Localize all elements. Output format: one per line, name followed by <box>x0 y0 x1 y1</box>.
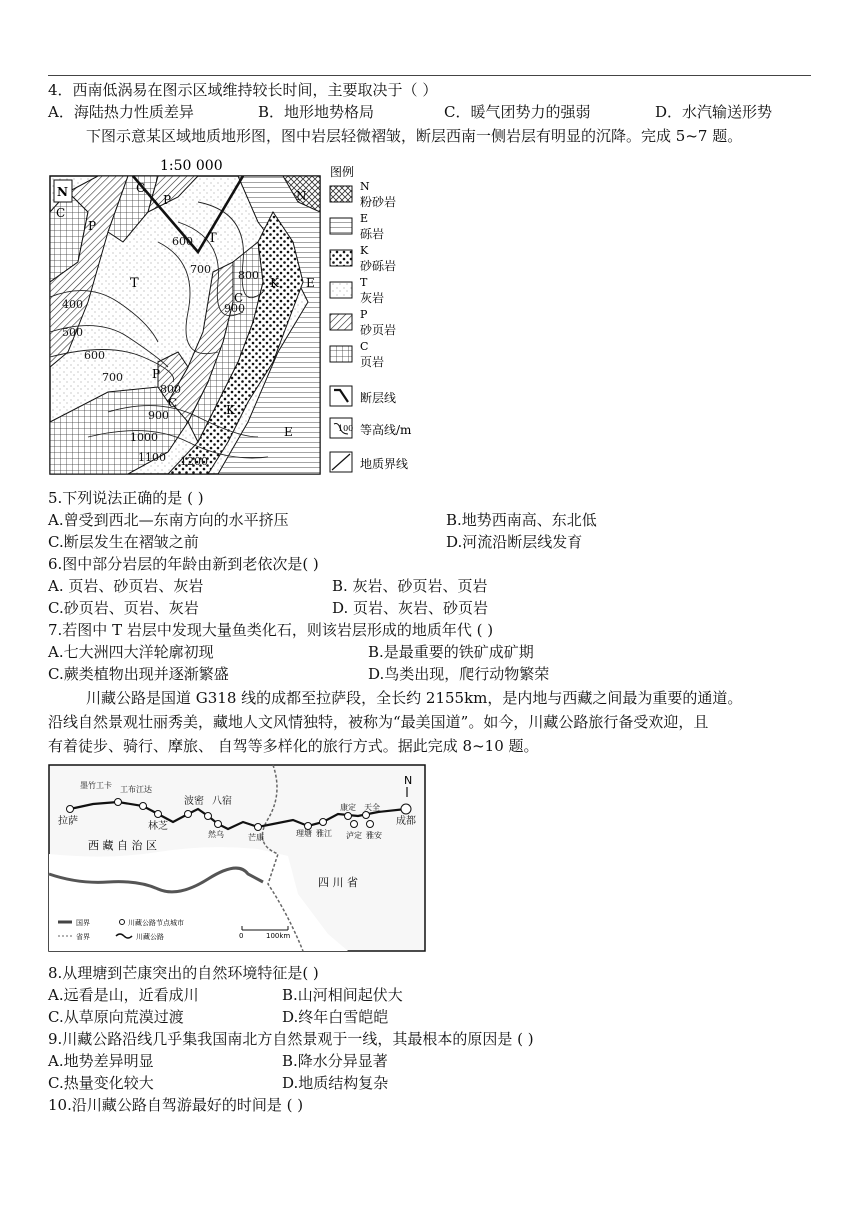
rock-label-c: C <box>168 396 178 410</box>
rock-label-p: P <box>163 193 172 207</box>
region-label-tibet: 西 藏 自 治 区 <box>88 839 157 852</box>
intro-8-10-line2: 沿线自然景观壮丽秀美，藏地人文风情独特，被称为“最美国道”。如今，川藏公路旅行备受欢迎，且 <box>48 713 709 731</box>
rock-label-n: N <box>296 189 307 203</box>
q8-option-a: A.远看是山，近看成川 <box>48 986 199 1004</box>
q7-option-b: B.是最重要的铁矿成矿期 <box>368 643 534 661</box>
rock-label-k: K <box>270 276 279 290</box>
legend-label: 省界 <box>76 933 90 941</box>
scale-label: 100km <box>266 932 291 940</box>
q5-option-a: A.曾受到西北—东南方向的水平挤压 <box>48 511 289 529</box>
rock-label-e: E <box>284 425 293 439</box>
city-label: 雅江 <box>316 829 332 838</box>
intro-5-7: 下图示意某区域地质地形图，图中岩层轻微褶皱，断层西南一侧岩层有明显的沉降。完成 5~7 题。 <box>86 127 743 145</box>
intro-8-10-line1: 川藏公路是国道 G318 线的成都至拉萨段，全长约 2155km，是内地与西藏之间最为重要的通道。 <box>86 689 743 707</box>
geology-legend <box>330 164 412 472</box>
q5-option-d: D.河流沿断层线发育 <box>446 533 583 551</box>
rock-label-c: C <box>136 181 146 195</box>
q7-option-a: A.七大洲四大洋轮廓初现 <box>48 643 214 661</box>
rock-label-p: P <box>152 367 161 381</box>
route-map-figure <box>48 764 426 952</box>
contour-label: 400 <box>62 298 83 311</box>
legend-name: 砾岩 <box>360 227 385 241</box>
city-label: 然乌 <box>208 830 224 839</box>
contour-label: 800 <box>160 383 181 396</box>
city-label: 泸定 <box>346 831 362 840</box>
legend-code: C <box>360 340 369 353</box>
q7-option-d: D.鸟类出现，爬行动物繁荣 <box>368 665 550 683</box>
city-label: 康定 <box>340 803 356 812</box>
legend-name: 地质界线 <box>360 457 409 471</box>
legend-code: P <box>360 308 368 321</box>
q4-option-c: C．暖气团势力的强弱 <box>444 103 591 121</box>
city-label: 工布江达 <box>120 785 152 794</box>
city-label: 理塘 <box>296 829 312 838</box>
q6-option-a: A. 页岩、砂页岩、灰岩 <box>48 577 204 595</box>
city-label: 天全 <box>364 803 380 812</box>
q5-stem: 5.下列说法正确的是 ( ) <box>48 489 204 507</box>
region-label-sichuan: 四 川 省 <box>318 876 358 889</box>
legend-code: N <box>360 180 370 193</box>
scale-text: 1:50 000 <box>160 158 223 174</box>
rock-label-t: T <box>208 231 217 246</box>
city-label: 拉萨 <box>58 816 78 827</box>
legend-code: E <box>360 212 369 225</box>
legend-code: K <box>360 244 369 257</box>
q8-stem: 8.从理塘到芒康突出的自然环境特征是( ) <box>48 964 319 982</box>
q9-option-b: B.降水分异显著 <box>282 1052 388 1070</box>
city-label: 林芝 <box>148 821 168 832</box>
contour-label: 900 <box>224 302 245 315</box>
q9-stem: 9.川藏公路沿线几乎集我国南北方自然景观于一线，其最根本的原因是 ( ) <box>48 1030 534 1048</box>
contour-label: 1200 <box>180 455 208 468</box>
q8-option-c: C.从草原向荒漠过渡 <box>48 1008 184 1026</box>
header-rule <box>48 75 811 76</box>
route-map-north-label: N <box>404 774 413 787</box>
legend-name: 灰岩 <box>360 291 385 305</box>
legend-label: 川藏公路节点城市 <box>128 919 184 927</box>
contour-label: 700 <box>190 263 211 276</box>
legend-title: 图例 <box>330 165 355 179</box>
contour-label: 1100 <box>138 451 166 464</box>
q8-option-d: D.终年白雪皑皑 <box>282 1008 389 1026</box>
intro-8-10-line3: 有着徒步、骑行、摩旅、 自驾等多样化的旅行方式。据此完成 8~10 题。 <box>48 737 539 755</box>
contour-label: 800 <box>238 269 259 282</box>
legend-label: 川藏公路 <box>136 933 164 941</box>
contour-label: 500 <box>62 326 83 339</box>
q8-option-b: B.山河相间起伏大 <box>282 986 403 1004</box>
q6-option-d: D. 页岩、灰岩、砂页岩 <box>332 599 489 617</box>
q6-option-b: B. 灰岩、砂页岩、页岩 <box>332 577 488 595</box>
q9-option-a: A.地势差异明显 <box>48 1052 154 1070</box>
q10-stem: 10.沿川藏公路自驾游最好的时间是 ( ) <box>48 1096 304 1114</box>
geology-map-figure <box>48 152 433 482</box>
q6-stem: 6.图中部分岩层的年龄由新到老依次是( ) <box>48 555 319 573</box>
q4-option-d: D．水汽输送形势 <box>655 103 773 121</box>
city-label: 芒康 <box>248 833 264 842</box>
legend-name: 等高线/m <box>360 423 412 437</box>
q9-option-c: C.热量变化较大 <box>48 1074 154 1092</box>
contour-label: 900 <box>148 409 169 422</box>
contour-label: 600 <box>172 235 193 248</box>
q4-stem: 4．西南低涡易在图示区域维持较长时间，主要取决于（ ） <box>48 81 438 99</box>
rock-label-k: K <box>226 403 235 417</box>
q6-option-c: C.砂页岩、页岩、灰岩 <box>48 599 199 617</box>
legend-name: 砂砾岩 <box>360 259 397 273</box>
legend-name: 断层线 <box>360 391 397 405</box>
rock-label-t: T <box>130 276 139 291</box>
q9-option-d: D.地质结构复杂 <box>282 1074 389 1092</box>
q4-option-a: A．海陆热力性质差异 <box>48 103 194 121</box>
north-label: N <box>57 185 68 199</box>
rock-label-c: C <box>234 291 244 305</box>
city-label: 八宿 <box>212 796 232 807</box>
legend-contour-sample: 100 <box>338 424 354 433</box>
city-label: 成都 <box>396 816 416 827</box>
q7-option-c: C.蕨类植物出现并逐渐繁盛 <box>48 665 229 683</box>
q7-stem: 7.若图中 T 岩层中发现大量鱼类化石，则该岩层形成的地质年代 ( ) <box>48 621 494 639</box>
legend-name: 粉砂岩 <box>360 195 397 209</box>
rock-label-c: C <box>56 206 66 220</box>
q5-option-b: B.地势西南高、东北低 <box>446 511 597 529</box>
city-label: 雅安 <box>366 831 382 840</box>
contour-label: 700 <box>102 371 123 384</box>
q4-option-b: B．地形地势格局 <box>258 103 375 121</box>
city-label: 墨竹工卡 <box>80 781 112 790</box>
rock-label-p: P <box>88 219 97 233</box>
legend-name: 砂页岩 <box>360 323 397 337</box>
legend-name: 页岩 <box>360 355 385 369</box>
contour-label: 600 <box>84 349 105 362</box>
legend-code: T <box>360 276 368 289</box>
scale-zero: 0 <box>239 932 244 940</box>
contour-label: 1000 <box>130 431 158 444</box>
q5-option-c: C.断层发生在褶皱之前 <box>48 533 199 551</box>
legend-label: 国界 <box>76 919 90 927</box>
city-label: 波密 <box>184 796 204 807</box>
rock-label-e: E <box>306 276 315 290</box>
